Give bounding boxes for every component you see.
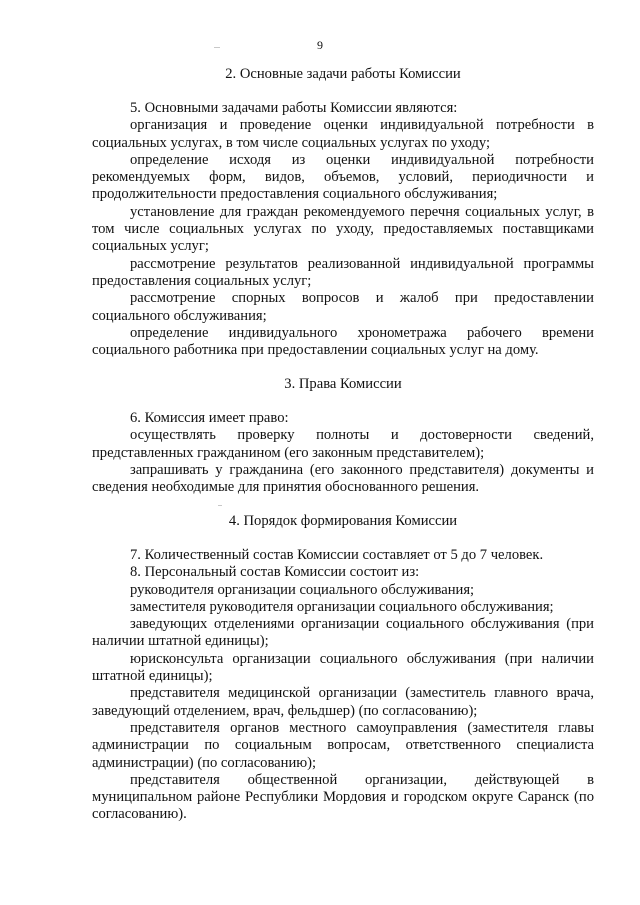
scan-mark: [218, 505, 222, 506]
paragraph: 6. Комиссия имеет право:: [130, 410, 289, 426]
paragraph: организация и проведение оценки индивидуальной потребности в социальных услугах, в том числе социальных услугах по уходу;: [92, 117, 594, 151]
section-2-heading: 2. Основные задачи работы Комиссии: [225, 66, 461, 82]
paragraph: рассмотрение спорных вопросов и жалоб при предоставлении социального обслуживания;: [92, 290, 594, 324]
paragraph: установление для граждан рекомендуемого перечня социальных услуг, в том числе социальных услугах по уходу, предоставляемых поставщиками социальных услуг;: [92, 203, 594, 255]
paragraph: 5. Основными задачами работы Комиссии являются:: [130, 100, 458, 116]
paragraph: 7. Количественный состав Комиссии составляет от 5 до 7 человек.: [130, 547, 544, 563]
paragraph: представителя органов местного самоуправления (заместителя главы администрации по социальным вопросам, ответственного специалиста администрации) (по согласованию);: [92, 719, 594, 771]
paragraph: юрисконсульта организации социального обслуживания (при наличии штатной единицы);: [92, 650, 594, 685]
section-2-body: [92, 100, 594, 359]
section-3-heading: 3. Права Комиссии: [284, 376, 402, 392]
section-4-heading: 4. Порядок формирования Комиссии: [228, 513, 458, 529]
paragraph: представителя медицинской организации (заместитель главного врача, заведующий отделением, врач, фельдшер) (по согласованию);: [92, 685, 594, 719]
section-4-body: [92, 547, 594, 824]
scan-mark: [214, 47, 220, 48]
paragraph: рассмотрение результатов реализованной индивидуальной программы предоставления социальных услуг;: [92, 255, 594, 289]
paragraph: 8. Персональный состав Комиссии состоит из:: [130, 564, 420, 581]
section-3-body: [92, 410, 594, 496]
paragraph: руководителя организации социального обслуживания;: [130, 581, 475, 598]
paragraph: запрашивать у гражданина (его законного представителя) документы и сведения необходимые для принятия обоснованного решения.: [92, 461, 594, 496]
paragraph: определение исходя из оценки индивидуальной потребности рекомендуемых форм, видов, объемов, условий, периодичности и продолжительности предоставления социального обслуживания;: [92, 151, 594, 203]
paragraph: определение индивидуального хронометража рабочего времени социального работника при предоставлении социальных услуг на дому.: [92, 324, 594, 359]
paragraph: представителя общественной организации, действующей в муниципальном районе Республики Мордовия и городском округе Саранск (по согласованию).: [92, 771, 594, 823]
page-number: 9: [317, 38, 323, 52]
paragraph: заместителя руководителя организации социального обслуживания;: [130, 598, 554, 615]
paragraph: заведующих отделениями организации социального обслуживания (при наличии штатной единицы);: [92, 616, 594, 650]
paragraph: осуществлять проверку полноты и достоверности сведений, представленных гражданином (его законным представителем);: [92, 427, 594, 461]
